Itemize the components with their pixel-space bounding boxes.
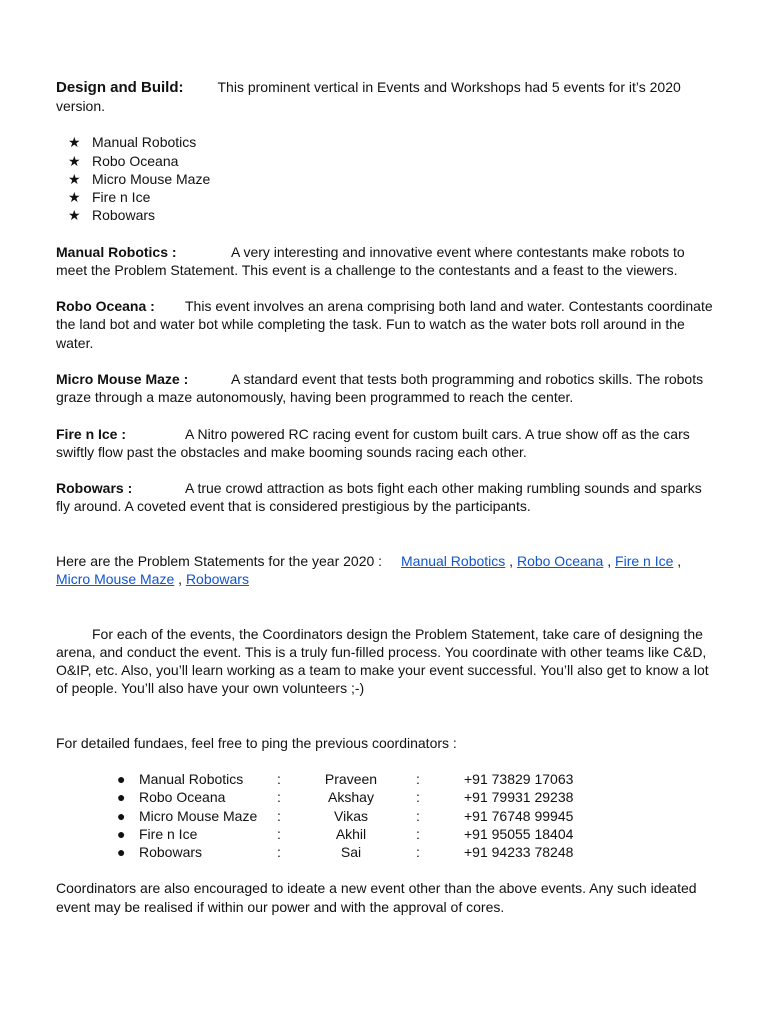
link-robowars[interactable]: Robowars: [185, 571, 249, 588]
intro-paragraph: [56, 78, 716, 115]
table-row: ● Manual Robotics : Praveen : +91 73829 17063: [117, 771, 574, 788]
events-list: [56, 133, 716, 224]
star-icon: ★: [68, 207, 81, 224]
list-item: ★ Robo Oceana: [68, 152, 179, 169]
description-robo-oceana: [56, 297, 716, 352]
link-fire-n-ice[interactable]: Fire n Ice: [615, 552, 674, 569]
bullet-icon: ●: [117, 789, 126, 806]
coordinator-event: Robo Oceana: [139, 789, 226, 806]
description-manual-robotics: [56, 243, 716, 279]
coordinator-name: Sai: [340, 844, 362, 861]
coordinator-phone: +91 95055 18404: [464, 825, 574, 842]
event-description: A true crowd attraction as bots fight each other making rumbling sounds and sparks fly around. A coveted event that is considered prestigious by the participants.: [56, 480, 702, 515]
list-item: ★ Fire n Ice: [68, 188, 151, 205]
table-row: ● Robowars : Sai : +91 94233 78248: [117, 844, 574, 861]
bullet-icon: ●: [117, 807, 126, 824]
star-icon: ★: [68, 152, 81, 169]
event-description: This event involves an arena comprising both land and water. Contestants coordinate the land bot and water bot while completing the task. Fun to watch as the water bots roll around in the water.: [56, 298, 713, 351]
event-description: A standard event that tests both programming and robotics skills. The robots graze through a maze autonomously, having been programmed to reach the center.: [56, 370, 704, 406]
link-manual-robotics[interactable]: Manual Robotics: [401, 552, 506, 569]
section-heading: Design and Build:: [56, 79, 184, 96]
coordinator-event: Manual Robotics: [139, 771, 244, 788]
coordinator-event: Fire n Ice: [139, 825, 198, 842]
coordinators-lead: For detailed fundaes, feel free to ping the previous coordinators :: [56, 734, 457, 751]
coordinator-phone: +91 73829 17063: [464, 771, 574, 788]
event-title: Robowars :: [56, 480, 133, 497]
table-row: ● Robo Oceana : Akshay : +91 79931 29238: [117, 789, 574, 806]
coordinators-paragraph: For each of the events, the Coordinators design the Problem Statement, take care of designing the arena, and conduct the event. This is a truly fun-filled process. You coordinate with other teams like C&D, O&IP, etc. Also, you’ll learn working as a team to make your event successful. You’ll also get to know a lot of people. You’ll also have your own volunteers ;-): [56, 625, 709, 697]
link-micro-mouse-maze[interactable]: Micro Mouse Maze: [56, 571, 175, 588]
coordinator-phone: +91 79931 29238: [464, 789, 574, 806]
description-micro-mouse-maze: [56, 370, 716, 406]
coordinator-name: Praveen: [324, 771, 378, 788]
event-title: Fire n Ice :: [56, 425, 127, 442]
table-row: ● Micro Mouse Maze : Vikas : +91 76748 99945: [117, 807, 574, 824]
intro-text: This prominent vertical in Events and Workshops had 5 events for it’s 2020 version.: [56, 79, 681, 115]
description-robowars: [56, 479, 716, 515]
list-item: ★ Micro Mouse Maze: [68, 170, 211, 187]
coordinator-name: Akshay: [328, 789, 374, 806]
problem-statements-lead: Here are the Problem Statements for the year 2020 :: [56, 552, 383, 569]
star-icon: ★: [68, 170, 81, 187]
event-description: A very interesting and innovative event where contestants make robots to meet the Problem Statement. This event is a challenge to the contestants and a feast to the viewers.: [56, 243, 685, 278]
coordinator-name: Akhil: [335, 825, 367, 842]
coordinator-phone: +91 76748 99945: [464, 807, 574, 824]
event-title: Manual Robotics :: [56, 243, 177, 260]
link-robo-oceana[interactable]: Robo Oceana: [516, 552, 604, 569]
coordinator-name: Vikas: [334, 807, 368, 824]
event-title: Robo Oceana :: [56, 298, 155, 315]
problem-statements-paragraph: Here are the Problem Statements for the year 2020 : Manual Robotics , Robo Oceana , Fire n Ice , Micro Mouse Maze , Robowars: [56, 552, 682, 588]
bullet-icon: ●: [117, 844, 126, 861]
bullet-icon: ●: [117, 771, 126, 788]
star-icon: ★: [68, 188, 81, 205]
description-fire-n-ice: [56, 425, 716, 461]
event-description: A Nitro powered RC racing event for custom built cars. A true show off as the cars swiftly flow past the obstacles and make booming sounds racing each other.: [56, 425, 690, 460]
bullet-icon: ●: [117, 825, 126, 842]
table-row: ● Fire n Ice : Akhil : +91 95055 18404: [117, 825, 574, 842]
coordinators-list: [56, 770, 716, 861]
closing-paragraph: Coordinators are also encouraged to ideate a new event other than the above events. Any such ideated event may be realised if within our power and with the approval of cores.: [56, 880, 697, 915]
coordinator-event: Micro Mouse Maze: [139, 807, 258, 824]
coordinator-phone: +91 94233 78248: [464, 844, 574, 861]
document-body: [56, 78, 716, 916]
list-item: ★ Robowars: [68, 207, 156, 224]
list-item: ★ Manual Robotics: [68, 134, 197, 151]
star-icon: ★: [68, 134, 81, 151]
event-title: Micro Mouse Maze :: [56, 370, 189, 387]
coordinator-event: Robowars: [139, 844, 203, 861]
